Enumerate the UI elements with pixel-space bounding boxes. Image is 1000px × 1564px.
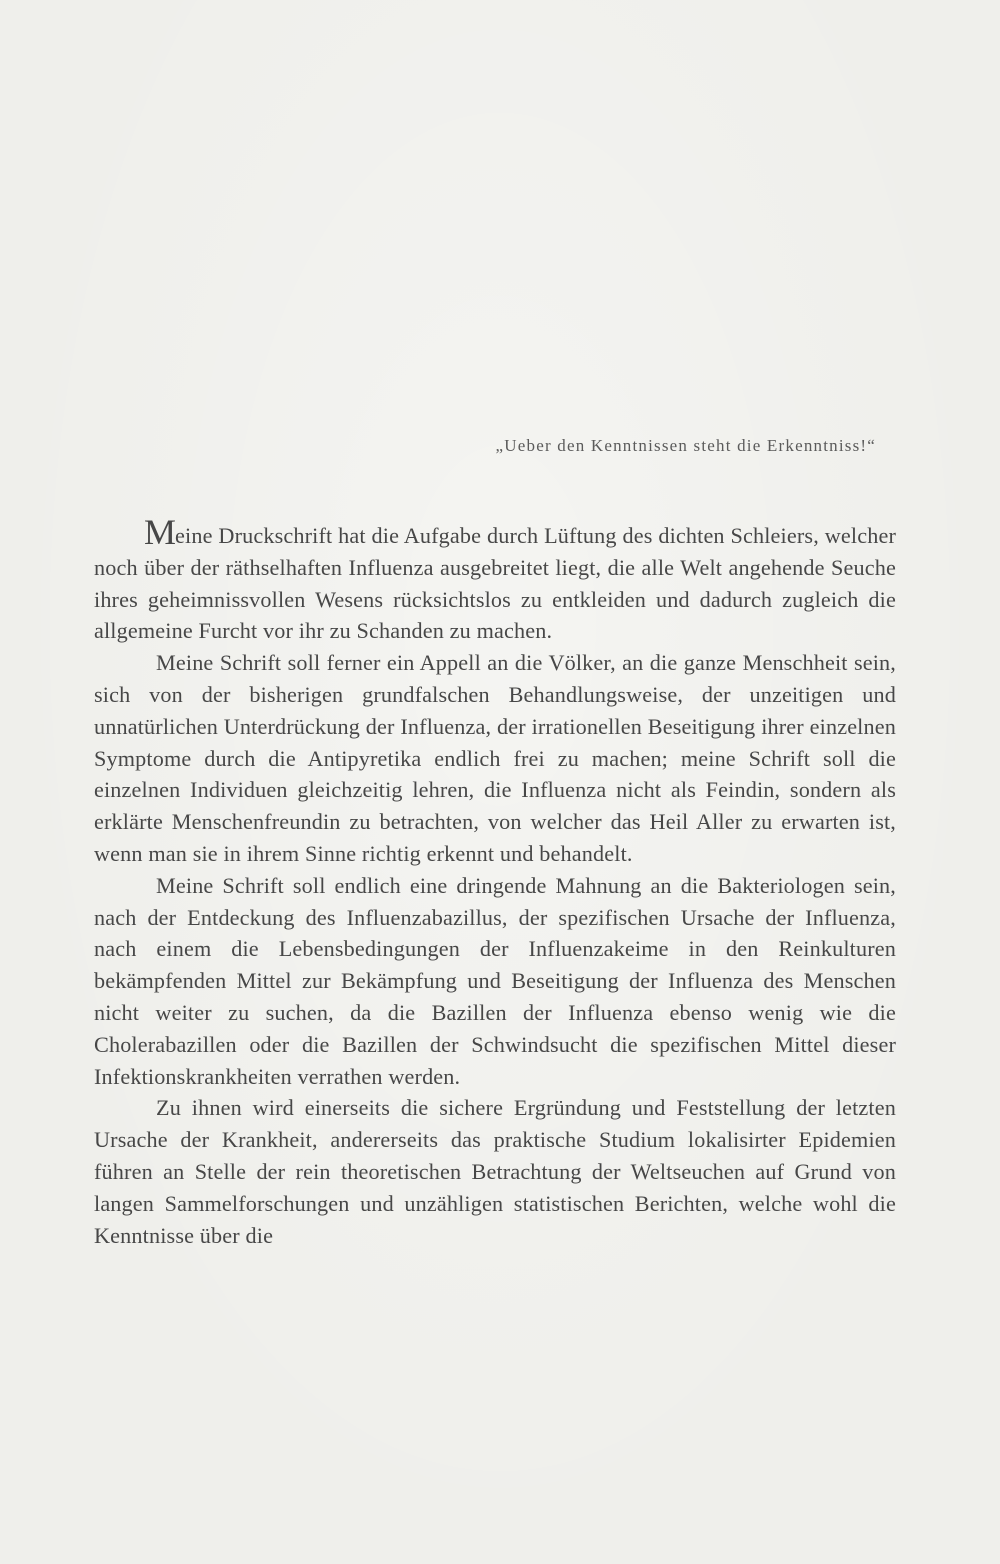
paragraph-4: Zu ihnen wird einerseits die sichere Ergründung und Feststellung der letzten Ursache der Krankheit, andererseits das praktische Studium lokalisirter Epidemien führen an Stelle der rein theoretischen Betrachtung der Weltseuchen auf Grund von langen Sammelforschungen und unzähligen statistischen Berichten, welche wohl die Kenntnisse über die bbox=[94, 1095, 896, 1248]
initial-letter: M bbox=[144, 512, 176, 552]
paragraph-2: Meine Schrift soll ferner ein Appell an die Völker, an die ganze Menschheit sein, sich von der bisherigen grundfalschen Behandlungsweise, der unzeitigen und unnatürlichen Unterdrückung der Influenza, der irrationellen Beseitigung ihrer einzelnen Symptome durch die Antipyretika endlich frei zu machen; meine Schrift soll die einzelnen Individuen gleichzeitig lehren, die Influenza nicht als Feindin, sondern als erklärte Menschenfreundin zu betrachten, von welcher das Heil Aller zu erwarten ist, wenn man sie in ihrem Sinne richtig erkennt und behandelt. bbox=[94, 650, 896, 866]
epigraph-quote: „Ueber den Kenntnissen steht die Erkenntniss!“ bbox=[495, 436, 876, 455]
paragraph-1-text: eine Druckschrift hat die Aufgabe durch Lüftung des dichten Schleiers, welcher noch über der räthselhaften Influenza ausgebreitet liegt, die alle Welt angehende Seuche ihres geheimnissvollen Wesens rücksichtslos zu entkleiden und dadurch zugleich die allgemeine Furcht vor ihr zu Schanden zu machen. bbox=[94, 523, 896, 644]
body-text bbox=[94, 512, 896, 1251]
paragraph-3: Meine Schrift soll endlich eine dringende Mahnung an die Bakteriologen sein, nach der Entdeckung des Influenzabazillus, der spezifischen Ursache der Influenza, nach einem die Lebensbedingungen der Influenzakeime in den Reinkulturen bekämpfenden Mittel zur Bekämpfung und Beseitigung der Influenza des Menschen nicht weiter zu suchen, da die Bazillen der Influenza ebenso wenig wie die Cholerabazillen oder die Bazillen der Schwindsucht die spezifischen Mittel dieser Infektionskrankheiten verrathen werden. bbox=[94, 872, 896, 1089]
paragraph-1 bbox=[94, 512, 896, 647]
